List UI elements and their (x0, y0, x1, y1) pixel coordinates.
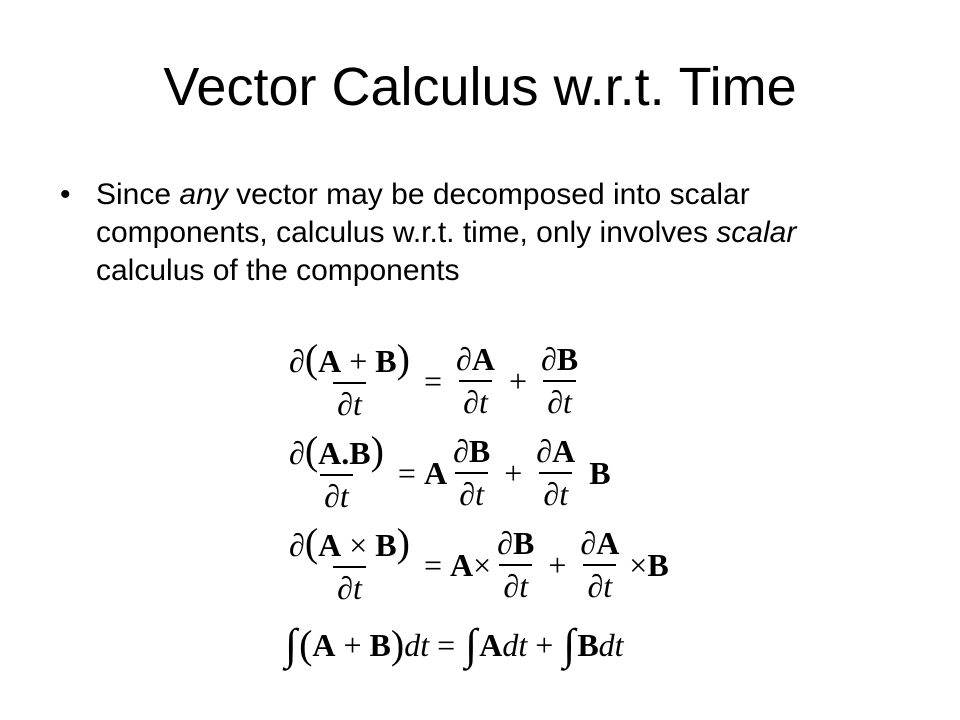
plus-sign: + (548, 546, 567, 583)
fraction: $\frac{\partial B}{\partial t}$ (497, 525, 535, 604)
plus-sign: + (508, 362, 527, 399)
integral-sign: ∫ (563, 620, 576, 669)
fraction: $\frac{\partial A}{\partial t}$ (456, 341, 495, 420)
fraction: $\frac{\partial B}{\partial t}$ (540, 341, 579, 420)
slide-title: Vector Calculus w.r.t. Time (163, 57, 797, 117)
fraction: $\frac{\partial(A.B)}{\partial t}$ (289, 428, 384, 514)
equals-sign: = (423, 362, 443, 399)
equation-sum-derivative (283, 335, 669, 427)
plus-sign: + (535, 626, 554, 663)
bullet-text (96, 176, 860, 290)
bullet-text-segment: Since (96, 178, 180, 211)
fraction: $\frac{\partial(A \times B)}{\partial t}$ (289, 520, 410, 606)
integral-sign: ∫ (465, 620, 478, 669)
equation-block (283, 335, 669, 677)
bullet-emphasis-scalar: scalar (716, 216, 797, 249)
vector-a: A (423, 454, 448, 491)
bullet-text-segment: calculus of the components (96, 254, 460, 287)
equals-sign: = (437, 626, 456, 663)
fraction: $\frac{\partial A}{\partial t}$ (536, 433, 576, 512)
plus-sign: + (504, 454, 523, 491)
vector-b: B (647, 546, 669, 583)
cross-sign: × (473, 546, 492, 583)
vector-b: B (589, 454, 611, 491)
fraction: $\frac{\partial B}{\partial t}$ (453, 433, 491, 512)
bullet-marker: • (60, 178, 71, 211)
equation-cross-product-derivative (283, 519, 669, 611)
bullet-text-segment: vector may be decomposed into scalar components, calculus w.r.t. time, only involves (96, 178, 750, 249)
bullet-emphasis-any: any (179, 178, 228, 211)
integral-sign: ∫ (285, 620, 298, 669)
equals-sign: = (397, 454, 416, 491)
equals-sign: = (423, 546, 443, 583)
equation-integral-sum: ∫ ( A + B ) dt = ∫ A dt + ∫ B dt (285, 620, 624, 669)
equation-dot-product-derivative (283, 427, 669, 519)
fraction: $\frac{\partial A}{\partial t}$ (580, 525, 620, 604)
bullet-point (60, 176, 860, 290)
fraction: $\frac{\partial(A + B)}{\partial t}$ (289, 336, 410, 422)
cross-sign: × (629, 546, 648, 583)
vector-a: A (450, 546, 474, 583)
